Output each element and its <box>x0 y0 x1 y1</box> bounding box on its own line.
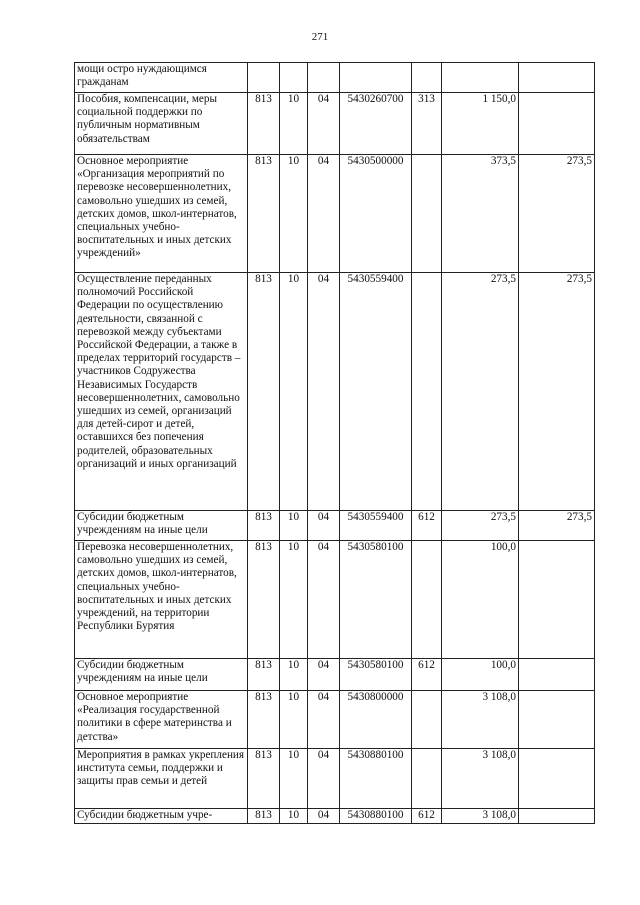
section-code-cell: 10 <box>280 511 308 541</box>
row-name-cell: Субсидии бюджетным учре- <box>75 809 248 824</box>
amount-subvention-cell <box>519 749 595 809</box>
amount-cell: 100,0 <box>442 659 519 691</box>
amount-subvention-cell <box>519 691 595 749</box>
subsection-code-cell: 04 <box>308 511 340 541</box>
section-code-cell: 10 <box>280 749 308 809</box>
amount-cell: 3 108,0 <box>442 691 519 749</box>
target-article-cell: 5430880100 <box>340 809 412 824</box>
amount-subvention-cell <box>519 541 595 659</box>
expense-type-cell <box>412 273 442 511</box>
amount-subvention-cell <box>519 93 595 155</box>
section-code-cell: 10 <box>280 809 308 824</box>
budget-table <box>74 62 595 824</box>
subsection-code-cell <box>308 63 340 93</box>
section-code-cell: 10 <box>280 93 308 155</box>
amount-cell: 100,0 <box>442 541 519 659</box>
row-name-cell: Перевозка несовершеннолетних, самовольно ушедших из семей, детских домов, школ-интернатов, специальных учебно-воспитательных и иных детских учреждений, на территории Республики Бурятия <box>75 541 248 659</box>
subsection-code-cell: 04 <box>308 273 340 511</box>
grbs-code-cell: 813 <box>248 659 280 691</box>
table-row <box>75 749 595 809</box>
expense-type-cell <box>412 63 442 93</box>
grbs-code-cell: 813 <box>248 809 280 824</box>
expense-type-cell <box>412 691 442 749</box>
target-article-cell: 5430580100 <box>340 659 412 691</box>
expense-type-cell: 612 <box>412 659 442 691</box>
page-number: 271 <box>311 31 329 43</box>
row-name-cell: Субсидии бюджетным учреждениям на иные цели <box>75 511 248 541</box>
table-row <box>75 659 595 691</box>
table-row <box>75 809 595 824</box>
target-article-cell: 5430559400 <box>340 273 412 511</box>
row-name-cell: Основное мероприятие «Реализация государственной политики в сфере материнства и детства» <box>75 691 248 749</box>
grbs-code-cell: 813 <box>248 511 280 541</box>
subsection-code-cell: 04 <box>308 155 340 273</box>
table-row <box>75 511 595 541</box>
subsection-code-cell: 04 <box>308 659 340 691</box>
row-name-cell: Основное мероприятие «Организация мероприятий по перевозке несовершеннолетних, самовольно ушедших из семей, детских домов, школ-интернатов, специальных учебно-воспитательных и иных детских учреждений» <box>75 155 248 273</box>
amount-cell <box>442 63 519 93</box>
amount-subvention-cell: 273,5 <box>519 511 595 541</box>
amount-subvention-cell <box>519 809 595 824</box>
grbs-code-cell: 813 <box>248 691 280 749</box>
section-code-cell: 10 <box>280 155 308 273</box>
target-article-cell <box>340 63 412 93</box>
target-article-cell: 5430800000 <box>340 691 412 749</box>
amount-cell: 3 108,0 <box>442 749 519 809</box>
amount-subvention-cell <box>519 659 595 691</box>
table-row <box>75 691 595 749</box>
section-code-cell <box>280 63 308 93</box>
expense-type-cell <box>412 155 442 273</box>
expense-type-cell: 313 <box>412 93 442 155</box>
section-code-cell: 10 <box>280 659 308 691</box>
expense-type-cell <box>412 749 442 809</box>
row-name-cell: Мероприятия в рамках укрепления института семьи, поддержки и защиты прав семьи и детей <box>75 749 248 809</box>
grbs-code-cell: 813 <box>248 273 280 511</box>
subsection-code-cell: 04 <box>308 93 340 155</box>
row-name-cell: Пособия, компенсации, меры социальной поддержки по публичным нормативным обязательствам <box>75 93 248 155</box>
amount-cell: 3 108,0 <box>442 809 519 824</box>
target-article-cell: 5430559400 <box>340 511 412 541</box>
expense-type-cell: 612 <box>412 511 442 541</box>
table-row <box>75 63 595 93</box>
grbs-code-cell: 813 <box>248 155 280 273</box>
grbs-code-cell: 813 <box>248 749 280 809</box>
target-article-cell: 5430260700 <box>340 93 412 155</box>
row-name-cell: Субсидии бюджетным учреждениям на иные цели <box>75 659 248 691</box>
expense-type-cell <box>412 541 442 659</box>
section-code-cell: 10 <box>280 691 308 749</box>
amount-subvention-cell <box>519 63 595 93</box>
subsection-code-cell: 04 <box>308 749 340 809</box>
row-name-cell: Осуществление переданных полномочий Российской Федерации по осуществлению деятельности, связанной с перевозкой между субъектами Российской Федерации, а также в пределах территорий государств – участников Содружества Независимых Государств несовершеннолетних, самовольно ушедших из семей, организаций для детей-сирот и детей, оставшихся без попечения родителей, образовательных организаций и иных организаций <box>75 273 248 511</box>
subsection-code-cell: 04 <box>308 809 340 824</box>
expense-type-cell: 612 <box>412 809 442 824</box>
subsection-code-cell: 04 <box>308 691 340 749</box>
amount-subvention-cell: 273,5 <box>519 273 595 511</box>
grbs-code-cell <box>248 63 280 93</box>
section-code-cell: 10 <box>280 273 308 511</box>
amount-cell: 273,5 <box>442 273 519 511</box>
amount-cell: 273,5 <box>442 511 519 541</box>
section-code-cell: 10 <box>280 541 308 659</box>
table-row <box>75 541 595 659</box>
target-article-cell: 5430500000 <box>340 155 412 273</box>
amount-subvention-cell: 273,5 <box>519 155 595 273</box>
table-row <box>75 155 595 273</box>
grbs-code-cell: 813 <box>248 93 280 155</box>
row-name-cell: мощи остро нуждающимся гражданам <box>75 63 248 93</box>
subsection-code-cell: 04 <box>308 541 340 659</box>
table-row <box>75 273 595 511</box>
target-article-cell: 5430580100 <box>340 541 412 659</box>
grbs-code-cell: 813 <box>248 541 280 659</box>
table-row <box>75 93 595 155</box>
amount-cell: 373,5 <box>442 155 519 273</box>
amount-cell: 1 150,0 <box>442 93 519 155</box>
target-article-cell: 5430880100 <box>340 749 412 809</box>
